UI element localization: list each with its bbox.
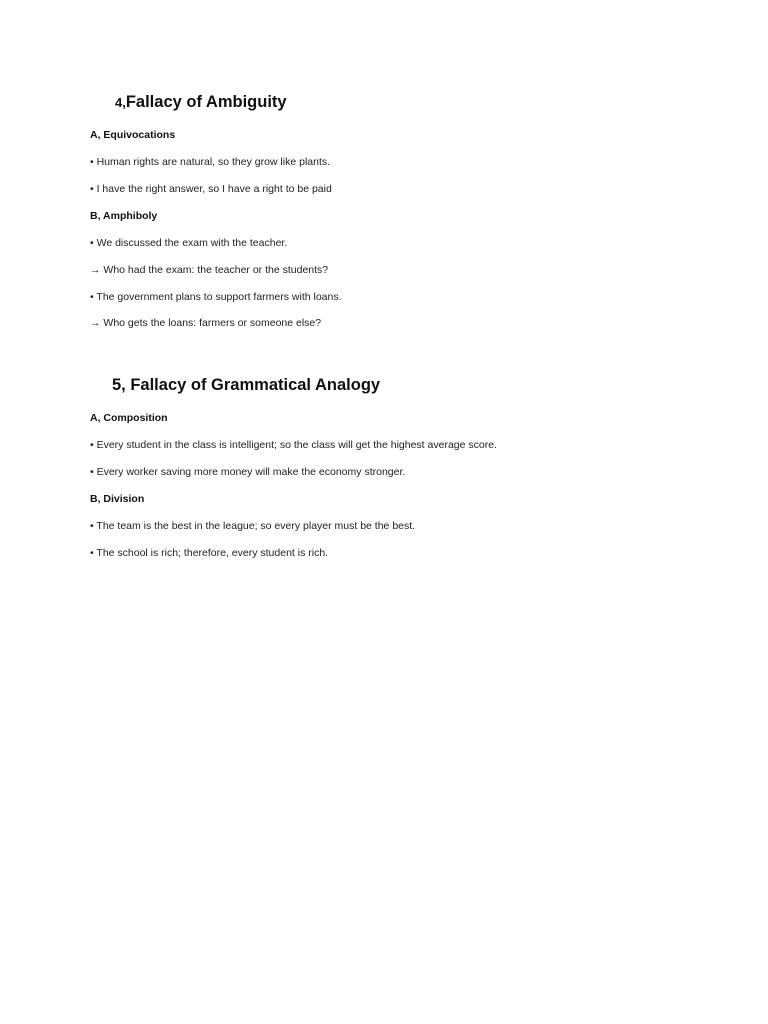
subheading-equivocations: A, Equivocations [90,129,176,141]
bullet-item: • The school is rich; therefore, every student is rich. [90,547,329,559]
bullet-item: • Every worker saving more money will make the economy stronger. [90,466,406,478]
arrow-question: → Who gets the loans: farmers or someone else? [90,317,322,329]
section-heading [112,376,380,395]
bullet-item: • We discussed the exam with the teacher. [90,237,288,249]
subheading-amphiboly: B, Amphiboly [90,210,158,222]
subheading-division: B, Division [90,493,145,505]
arrow-question: → Who had the exam: the teacher or the students? [90,264,329,276]
bullet-item: • I have the right answer, so I have a right to be paid [90,183,332,195]
section-title: 5, Fallacy of Grammatical Analogy [112,376,381,394]
bullet-item: • Human rights are natural, so they grow like plants. [90,156,331,168]
section-title: Fallacy of Ambiguity [125,93,287,111]
bullet-item: • Every student in the class is intelligent; so the class will get the highest average score. [90,439,497,451]
bullet-item: • The government plans to support farmers with loans. [90,291,342,303]
section-heading [115,93,287,112]
subheading-composition: A, Composition [90,412,168,424]
section-number: 4, [115,95,126,110]
bullet-item: • The team is the best in the league; so every player must be the best. [90,520,416,532]
